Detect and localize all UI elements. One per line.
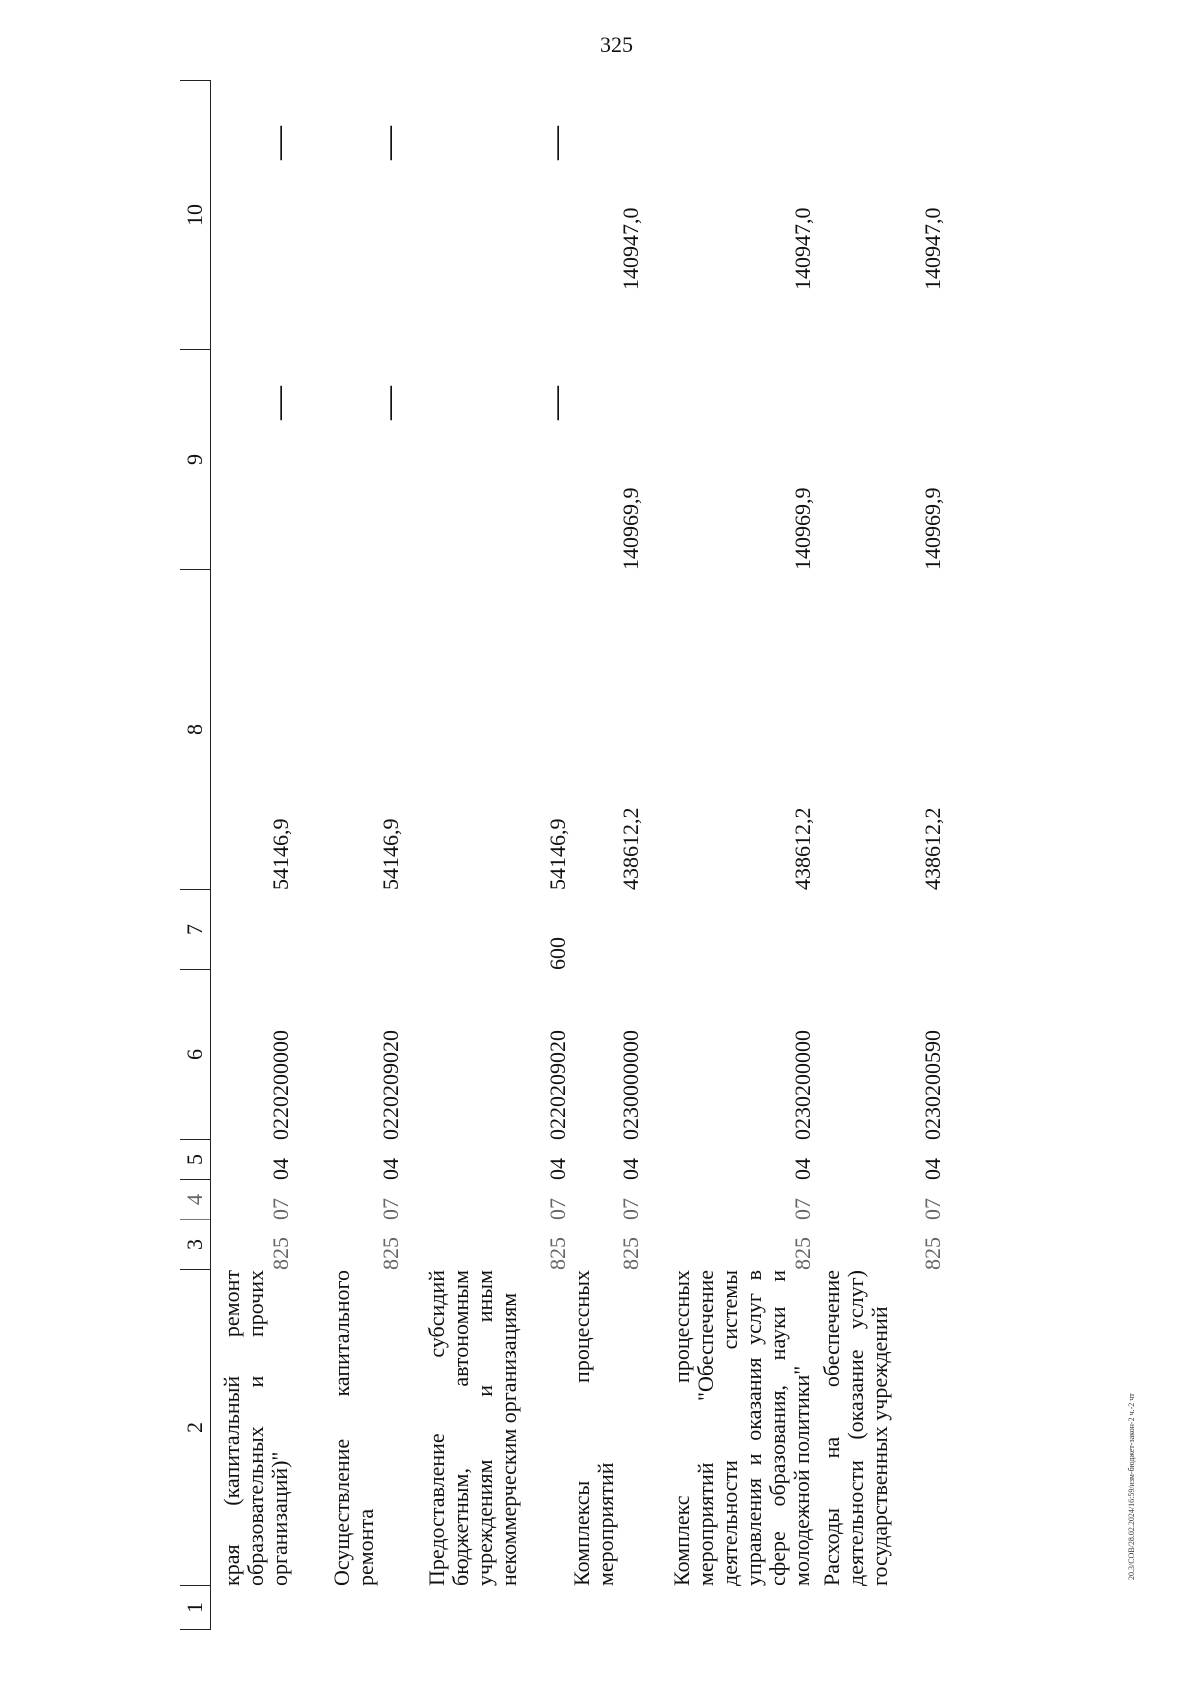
cell-subsection: 04: [790, 1158, 815, 1180]
table-row: [670, 80, 820, 1630]
cell-section: 07: [920, 1198, 945, 1220]
table-header: [180, 80, 211, 1630]
row-description: Осуществление капитального ремонта: [329, 1270, 378, 1586]
cell-admin-code: 825: [618, 1237, 643, 1270]
cell-section: 07: [618, 1198, 643, 1220]
footer-stamp: 20.3/СОВ/28.02.2024/16:59/изм-бюджет-закон-2 ч.-2 чт: [1127, 1393, 1136, 1580]
cell-subsection: 04: [618, 1158, 643, 1180]
table-row: [220, 80, 320, 1630]
header-col-3: 3: [180, 1220, 210, 1270]
row-description: края (капитальный ремонт образовательных и прочих организаций)": [219, 1270, 292, 1586]
row-description: Предоставление субсидий бюджетным, автономным учреждениям и иным некоммерческим организациям: [424, 1270, 521, 1586]
cell-subsection: 04: [378, 1158, 403, 1180]
cell-amount-2024: 54146,9: [268, 818, 293, 890]
cell-target-article: 0230200590: [920, 1030, 945, 1140]
cell-target-article: 0230000000: [618, 1030, 643, 1140]
cell-admin-code: 825: [920, 1237, 945, 1270]
dash-mark: —: [260, 386, 297, 420]
cell-amount-2024: 54146,9: [378, 818, 403, 890]
header-col-7: 7: [180, 890, 210, 970]
table-row: [820, 80, 950, 1630]
row-description: Комплексы процессных мероприятий: [569, 1270, 618, 1586]
header-col-9: 9: [180, 350, 210, 570]
cell-section: 07: [378, 1198, 403, 1220]
cell-target-article: 0220209020: [545, 1030, 570, 1140]
cell-amount-2025: 140969,9: [920, 487, 945, 570]
budget-table: [180, 80, 1080, 1630]
dash-mark: —: [537, 386, 574, 420]
cell-admin-code: 825: [790, 1237, 815, 1270]
cell-section: 07: [545, 1198, 570, 1220]
dash-mark: —: [370, 386, 407, 420]
cell-amount-2024: 438612,2: [920, 807, 945, 890]
cell-subsection: 04: [920, 1158, 945, 1180]
header-col-6: 6: [180, 970, 210, 1140]
cell-subsection: 04: [268, 1158, 293, 1180]
table-row: [424, 80, 574, 1630]
cell-target-article: 0220200000: [268, 1030, 293, 1140]
dash-mark: —: [260, 126, 297, 160]
cell-expense-type: 600: [545, 937, 570, 970]
cell-amount-2024: 54146,9: [545, 818, 570, 890]
table-row: [330, 80, 420, 1630]
cell-section: 07: [790, 1198, 815, 1220]
cell-subsection: 04: [545, 1158, 570, 1180]
header-col-5: 5: [180, 1140, 210, 1180]
header-col-4: 4: [180, 1180, 210, 1220]
cell-amount-2026: 140947,0: [920, 207, 945, 290]
cell-amount-2026: 140947,0: [618, 207, 643, 290]
header-col-8: 8: [180, 570, 210, 890]
header-col-10: 10: [180, 80, 210, 350]
cell-amount-2025: 140969,9: [790, 487, 815, 570]
cell-amount-2026: 140947,0: [790, 207, 815, 290]
cell-amount-2024: 438612,2: [618, 807, 643, 890]
cell-target-article: 0220209020: [378, 1030, 403, 1140]
cell-admin-code: 825: [378, 1237, 403, 1270]
cell-section: 07: [268, 1198, 293, 1220]
cell-admin-code: 825: [545, 1237, 570, 1270]
page-number: 325: [600, 32, 633, 57]
dash-mark: —: [370, 126, 407, 160]
header-col-1: 1: [180, 1586, 210, 1630]
row-description: Комплекс процессных мероприятий "Обеспечение деятельности системы управления и оказания услуг в сфере образования, науки и молодежной политики": [669, 1270, 814, 1586]
cell-admin-code: 825: [268, 1237, 293, 1270]
cell-amount-2024: 438612,2: [790, 807, 815, 890]
header-col-2: 2: [180, 1270, 210, 1586]
dash-mark: —: [537, 126, 574, 160]
cell-amount-2025: 140969,9: [618, 487, 643, 570]
cell-target-article: 0230200000: [790, 1030, 815, 1140]
row-description: Расходы на обеспечение деятельности (оказание услуг) государственных учреждений: [819, 1270, 892, 1586]
table-row: [570, 80, 665, 1630]
